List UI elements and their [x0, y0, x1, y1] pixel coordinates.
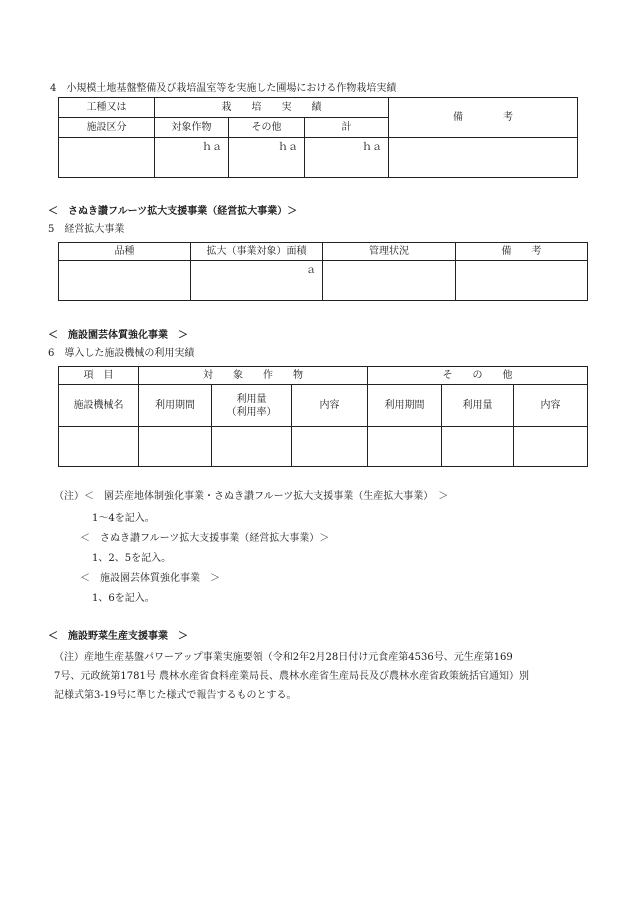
header-target-crop: 対 象 作 物 [139, 367, 368, 385]
table-section-6 [58, 366, 588, 467]
note-line-5: ＜ 施設園芸体質強化事業 ＞ [80, 573, 220, 584]
cell-management[interactable] [323, 261, 456, 301]
cell-kind[interactable] [59, 138, 155, 178]
cell-amount-1[interactable] [212, 427, 292, 467]
section-4-title: 4 小規模土地基盤整備及び栽培温室等を実施した圃場における作物栽培実績 [50, 83, 397, 94]
header-other: その他 [229, 118, 305, 138]
header-total: 計 [305, 118, 389, 138]
header-content-1: 内容 [292, 385, 368, 427]
final-note-line-1: （注）産地生産基盤パワーアップ事業実施要領（令和2年2月28日付け元食産第4536号、元生産第169 [54, 652, 513, 663]
header-expanded-area: 拡大（事業対象）面積 [191, 243, 323, 261]
header-other-6: そ の 他 [368, 367, 588, 385]
cell-area-a[interactable]: ａ [191, 261, 323, 301]
header-remarks: 備 考 [389, 98, 578, 138]
cell-content-2[interactable] [514, 427, 588, 467]
heading-facility-vegetable: ＜ 施設野菜生産支援事業 ＞ [48, 631, 188, 642]
note-line-4: 1、2、5を記入。 [92, 553, 172, 564]
section-5-title: 5 経営拡大事業 [48, 224, 125, 235]
cell-other-ha[interactable]: ｈａ [229, 138, 305, 178]
section-6-title: 6 導入した施設機械の利用実績 [48, 348, 195, 359]
cell-total-ha[interactable]: ｈａ [305, 138, 389, 178]
header-variety: 品種 [59, 243, 191, 261]
cell-period-1[interactable] [139, 427, 212, 467]
cell-variety[interactable] [59, 261, 191, 301]
cell-amount-2[interactable] [442, 427, 514, 467]
final-note-line-3: 記様式第3-19号に準じた様式で報告するものとする。 [54, 690, 297, 701]
header-machine-name: 施設機械名 [59, 385, 139, 427]
header-management: 管理状況 [323, 243, 456, 261]
cell-machine-name[interactable] [59, 427, 139, 467]
header-amount-1-line2: （利用率） [226, 406, 277, 418]
table-section-4 [58, 97, 578, 178]
header-kind: 工種又は [59, 98, 155, 118]
header-facility: 施設区分 [59, 118, 155, 138]
note-line-6: 1、6を記入。 [92, 593, 155, 604]
header-cultivation: 栽 培 実 績 [155, 98, 389, 118]
note-line-3: ＜ さぬき讃フルーツ拡大支援事業（経営拡大事業）＞ [80, 533, 330, 544]
header-amount-1 [212, 385, 292, 427]
heading-facility-horticulture: ＜ 施設園芸体質強化事業 ＞ [48, 330, 188, 341]
header-content-2: 内容 [514, 385, 588, 427]
header-item: 項 目 [59, 367, 139, 385]
cell-content-1[interactable] [292, 427, 368, 467]
header-crop: 対象作物 [155, 118, 229, 138]
header-period-2: 利用期間 [368, 385, 442, 427]
header-amount-1-line1: 利用量 [236, 393, 267, 405]
header-amount-2: 利用量 [442, 385, 514, 427]
table-section-5 [58, 242, 588, 301]
header-remarks-5: 備 考 [456, 243, 588, 261]
cell-crop-ha[interactable]: ｈａ [155, 138, 229, 178]
note-line-2: 1～4を記入。 [92, 513, 155, 524]
cell-period-2[interactable] [368, 427, 442, 467]
header-period-1: 利用期間 [139, 385, 212, 427]
final-note-line-2: 7号、元政統第1781号 農林水産省食料産業局長、農林水産省生産局長及び農林水産省政策統括官通知）別 [54, 671, 529, 682]
cell-remarks-5[interactable] [456, 261, 588, 301]
heading-fruit-expansion: ＜ さぬき讃フルーツ拡大支援事業（経営拡大事業）＞ [48, 206, 298, 217]
note-line-1: （注）＜ 園芸産地体制強化事業・さぬき讃フルーツ拡大支援事業（生産拡大事業） ＞ [54, 491, 449, 502]
cell-remarks[interactable] [389, 138, 578, 178]
